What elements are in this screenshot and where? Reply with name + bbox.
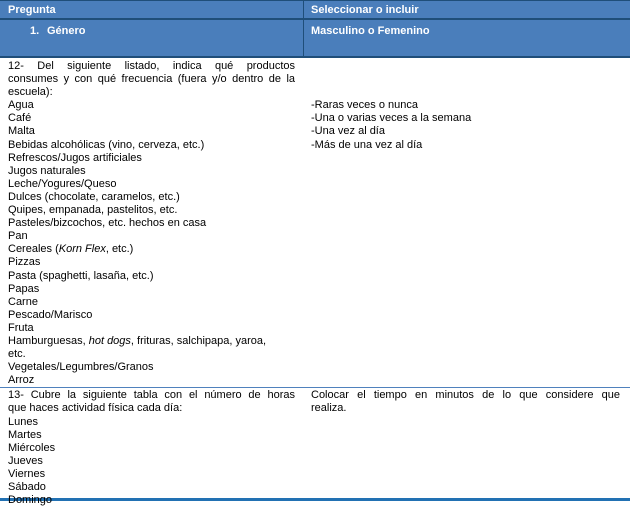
row-genero (0, 20, 630, 56)
q13-day-list (8, 416, 295, 507)
text-line: Refrescos/Jugos artificiales (8, 151, 142, 164)
text-line: Pizzas (8, 256, 41, 269)
text-line: -Una vez al día (311, 125, 385, 138)
text-line: Cereales (Korn Flex, etc.) (8, 243, 134, 256)
q13-answer-cell (303, 388, 630, 498)
text-line: -Una o varias veces a la semana (311, 112, 472, 125)
text-line: Pasta (spaghetti, lasaña, etc.) (8, 269, 154, 282)
text-line: Sábado (8, 481, 46, 493)
text-line: Vegetales/Legumbres/Granos (8, 361, 154, 374)
q12-intro-lines (8, 60, 295, 99)
text-line: Dulces (chocolate, caramelos, etc.) (8, 190, 180, 203)
text-line: que haces actividad física cada día: (8, 402, 183, 415)
text-line: Carne (8, 295, 38, 308)
text-line: Viernes (8, 467, 46, 480)
text-line: Papas (8, 282, 40, 295)
q12-question-cell (0, 58, 303, 387)
text-line: etc. (8, 348, 26, 361)
text-line: -Más de una vez al día (311, 138, 423, 151)
column-header-seleccionar: Seleccionar o incluir (303, 1, 630, 18)
text-line: 12- Del siguiente listado, indica qué productos (8, 60, 295, 72)
text-line: consumes y con qué frecuencia (fuera y/o dentro de la (8, 73, 295, 86)
text-line: 13- Cubre la siguiente tabla con el número de horas (8, 389, 295, 402)
text-line: -Raras veces o nunca (311, 99, 418, 112)
text-line: Café (8, 112, 32, 125)
text-line: realiza. (311, 402, 347, 415)
text-line: Miércoles (8, 441, 56, 454)
q12-answer-cell (303, 58, 630, 387)
text-line: Jugos naturales (8, 164, 86, 177)
q13-answer-lines (311, 389, 620, 415)
text-line: Quipes, empanada, pastelitos, etc. (8, 204, 178, 217)
list-number: 1. (30, 25, 40, 37)
text-line: Lunes (8, 415, 38, 428)
text-line: Jueves (8, 454, 43, 467)
text-line: Malta (8, 125, 35, 138)
genero-question-label: Género (47, 25, 86, 37)
genero-answer-cell: Masculino o Femenino (303, 20, 630, 56)
table-header-band (0, 0, 630, 56)
text-line: Arroz (8, 374, 35, 387)
row-q12 (0, 58, 630, 387)
text-line: Leche/Yogures/Queso (8, 177, 117, 190)
text-line: Pan (8, 230, 28, 243)
text-line: Martes (8, 428, 42, 441)
row-q13 (0, 388, 630, 507)
column-header-pregunta: Pregunta (8, 4, 56, 16)
text-line: Bebidas alcohólicas (vino, cerveza, etc.) (8, 138, 205, 151)
q13-question-cell (0, 388, 303, 507)
numbered-list-item (8, 25, 295, 38)
q12-product-list (8, 99, 295, 387)
table-header-row (0, 1, 630, 18)
text-line: Agua (8, 99, 34, 112)
text-line: Fruta (8, 321, 34, 334)
q13-intro-lines (8, 389, 295, 415)
text-line: Pasteles/bizcochos, etc. hechos en casa (8, 217, 207, 230)
genero-question-cell (0, 20, 303, 56)
text-line: Domingo (8, 494, 53, 507)
text-line: Hamburguesas, hot dogs, frituras, salchipapa, yaroa, (8, 334, 267, 347)
text-line: Colocar el tiempo en minutos de lo que considere que (311, 389, 620, 402)
text-line: Pescado/Marisco (8, 308, 93, 321)
q12-frequency-options (311, 99, 620, 151)
text-line: escuela): (8, 86, 53, 99)
